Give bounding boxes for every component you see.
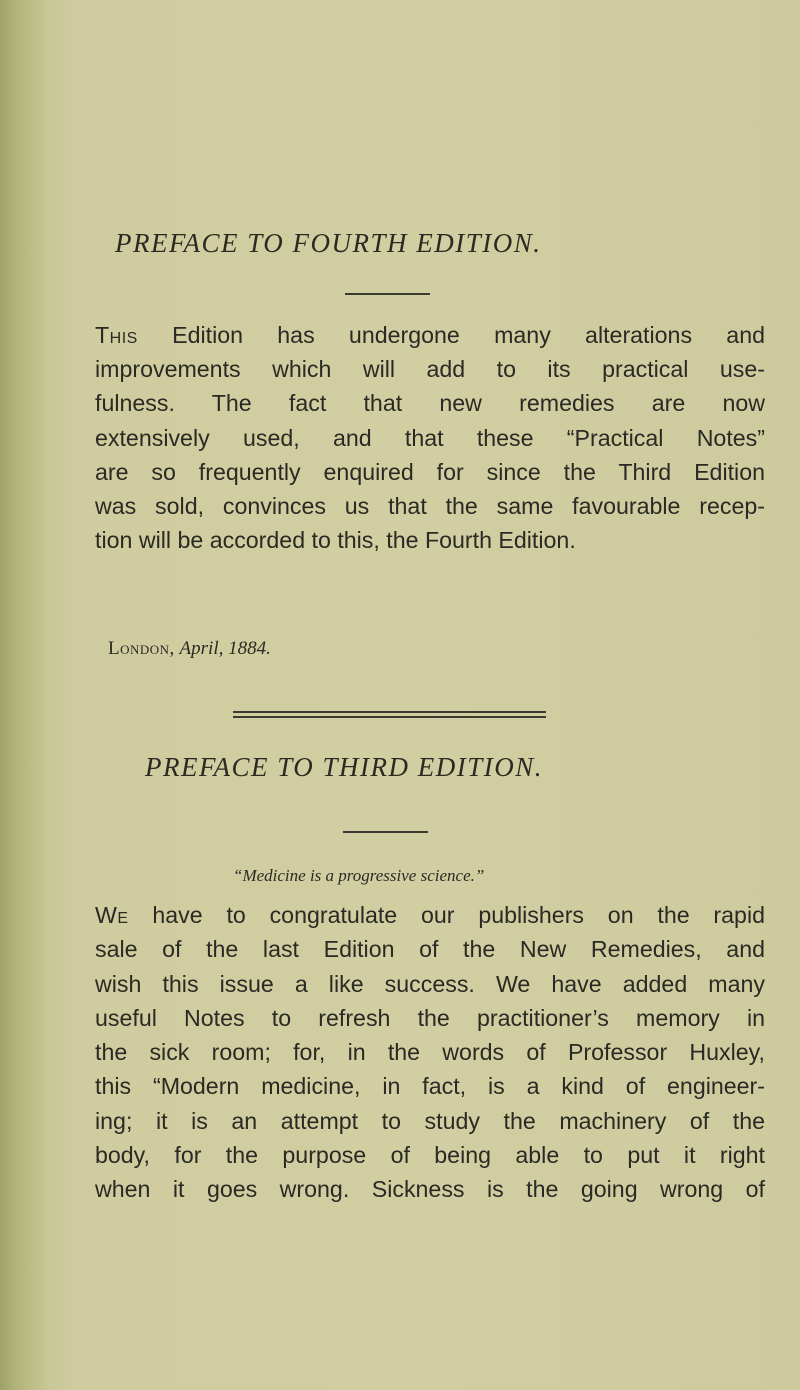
section-divider-rule — [233, 711, 546, 713]
preface-fourth-body — [95, 318, 765, 557]
text-line: We have to congratulate our publishers on the rapid — [95, 902, 765, 928]
dateline-date: April, 1884. — [179, 638, 271, 659]
text-line: when it goes wrong. Sickness is the going wrong of — [95, 1176, 765, 1203]
text-line: wish this issue a like success. We have added many — [95, 970, 765, 997]
preface-third-body — [95, 898, 765, 1207]
title-underline-rule — [343, 831, 428, 833]
text-line: the sick room; for, in the words of Professor Huxley, — [95, 1039, 765, 1066]
text-line: tion will be accorded to this, the Fourth Edition. — [95, 527, 576, 554]
drop-word: We — [95, 902, 129, 928]
section-divider-rule — [233, 716, 546, 718]
text-line: useful Notes to refresh the practitioner’s memory in — [95, 1004, 765, 1031]
title-underline-rule — [345, 293, 430, 295]
dateline-place: London, — [108, 638, 175, 659]
text-line: body, for the purpose of being able to put it right — [95, 1142, 765, 1169]
preface-fourth-title: PREFACE TO FOURTH EDITION. — [115, 228, 542, 258]
text-line: This Edition has undergone many alterations and — [95, 322, 765, 348]
text-line: improvements which will add to its practical use- — [95, 356, 765, 383]
drop-word: This — [95, 322, 138, 348]
text-line: sale of the last Edition of the New Remedies, and — [95, 936, 765, 963]
dateline — [108, 638, 271, 660]
text-line: this “Modern medicine, in fact, is a kind of engineer- — [95, 1073, 765, 1100]
text-line: was sold, convinces us that the same favourable recep- — [95, 493, 765, 520]
text-line: fulness. The fact that new remedies are now — [95, 390, 765, 417]
epigraph: “Medicine is a progressive science.” — [233, 866, 485, 885]
preface-third-title: PREFACE TO THIRD EDITION. — [145, 752, 544, 782]
text-line: are so frequently enquired for since the Third Edition — [95, 458, 765, 485]
text-line: extensively used, and that these “Practical Notes” — [95, 424, 765, 451]
text-line: ing; it is an attempt to study the machinery of the — [95, 1107, 765, 1134]
